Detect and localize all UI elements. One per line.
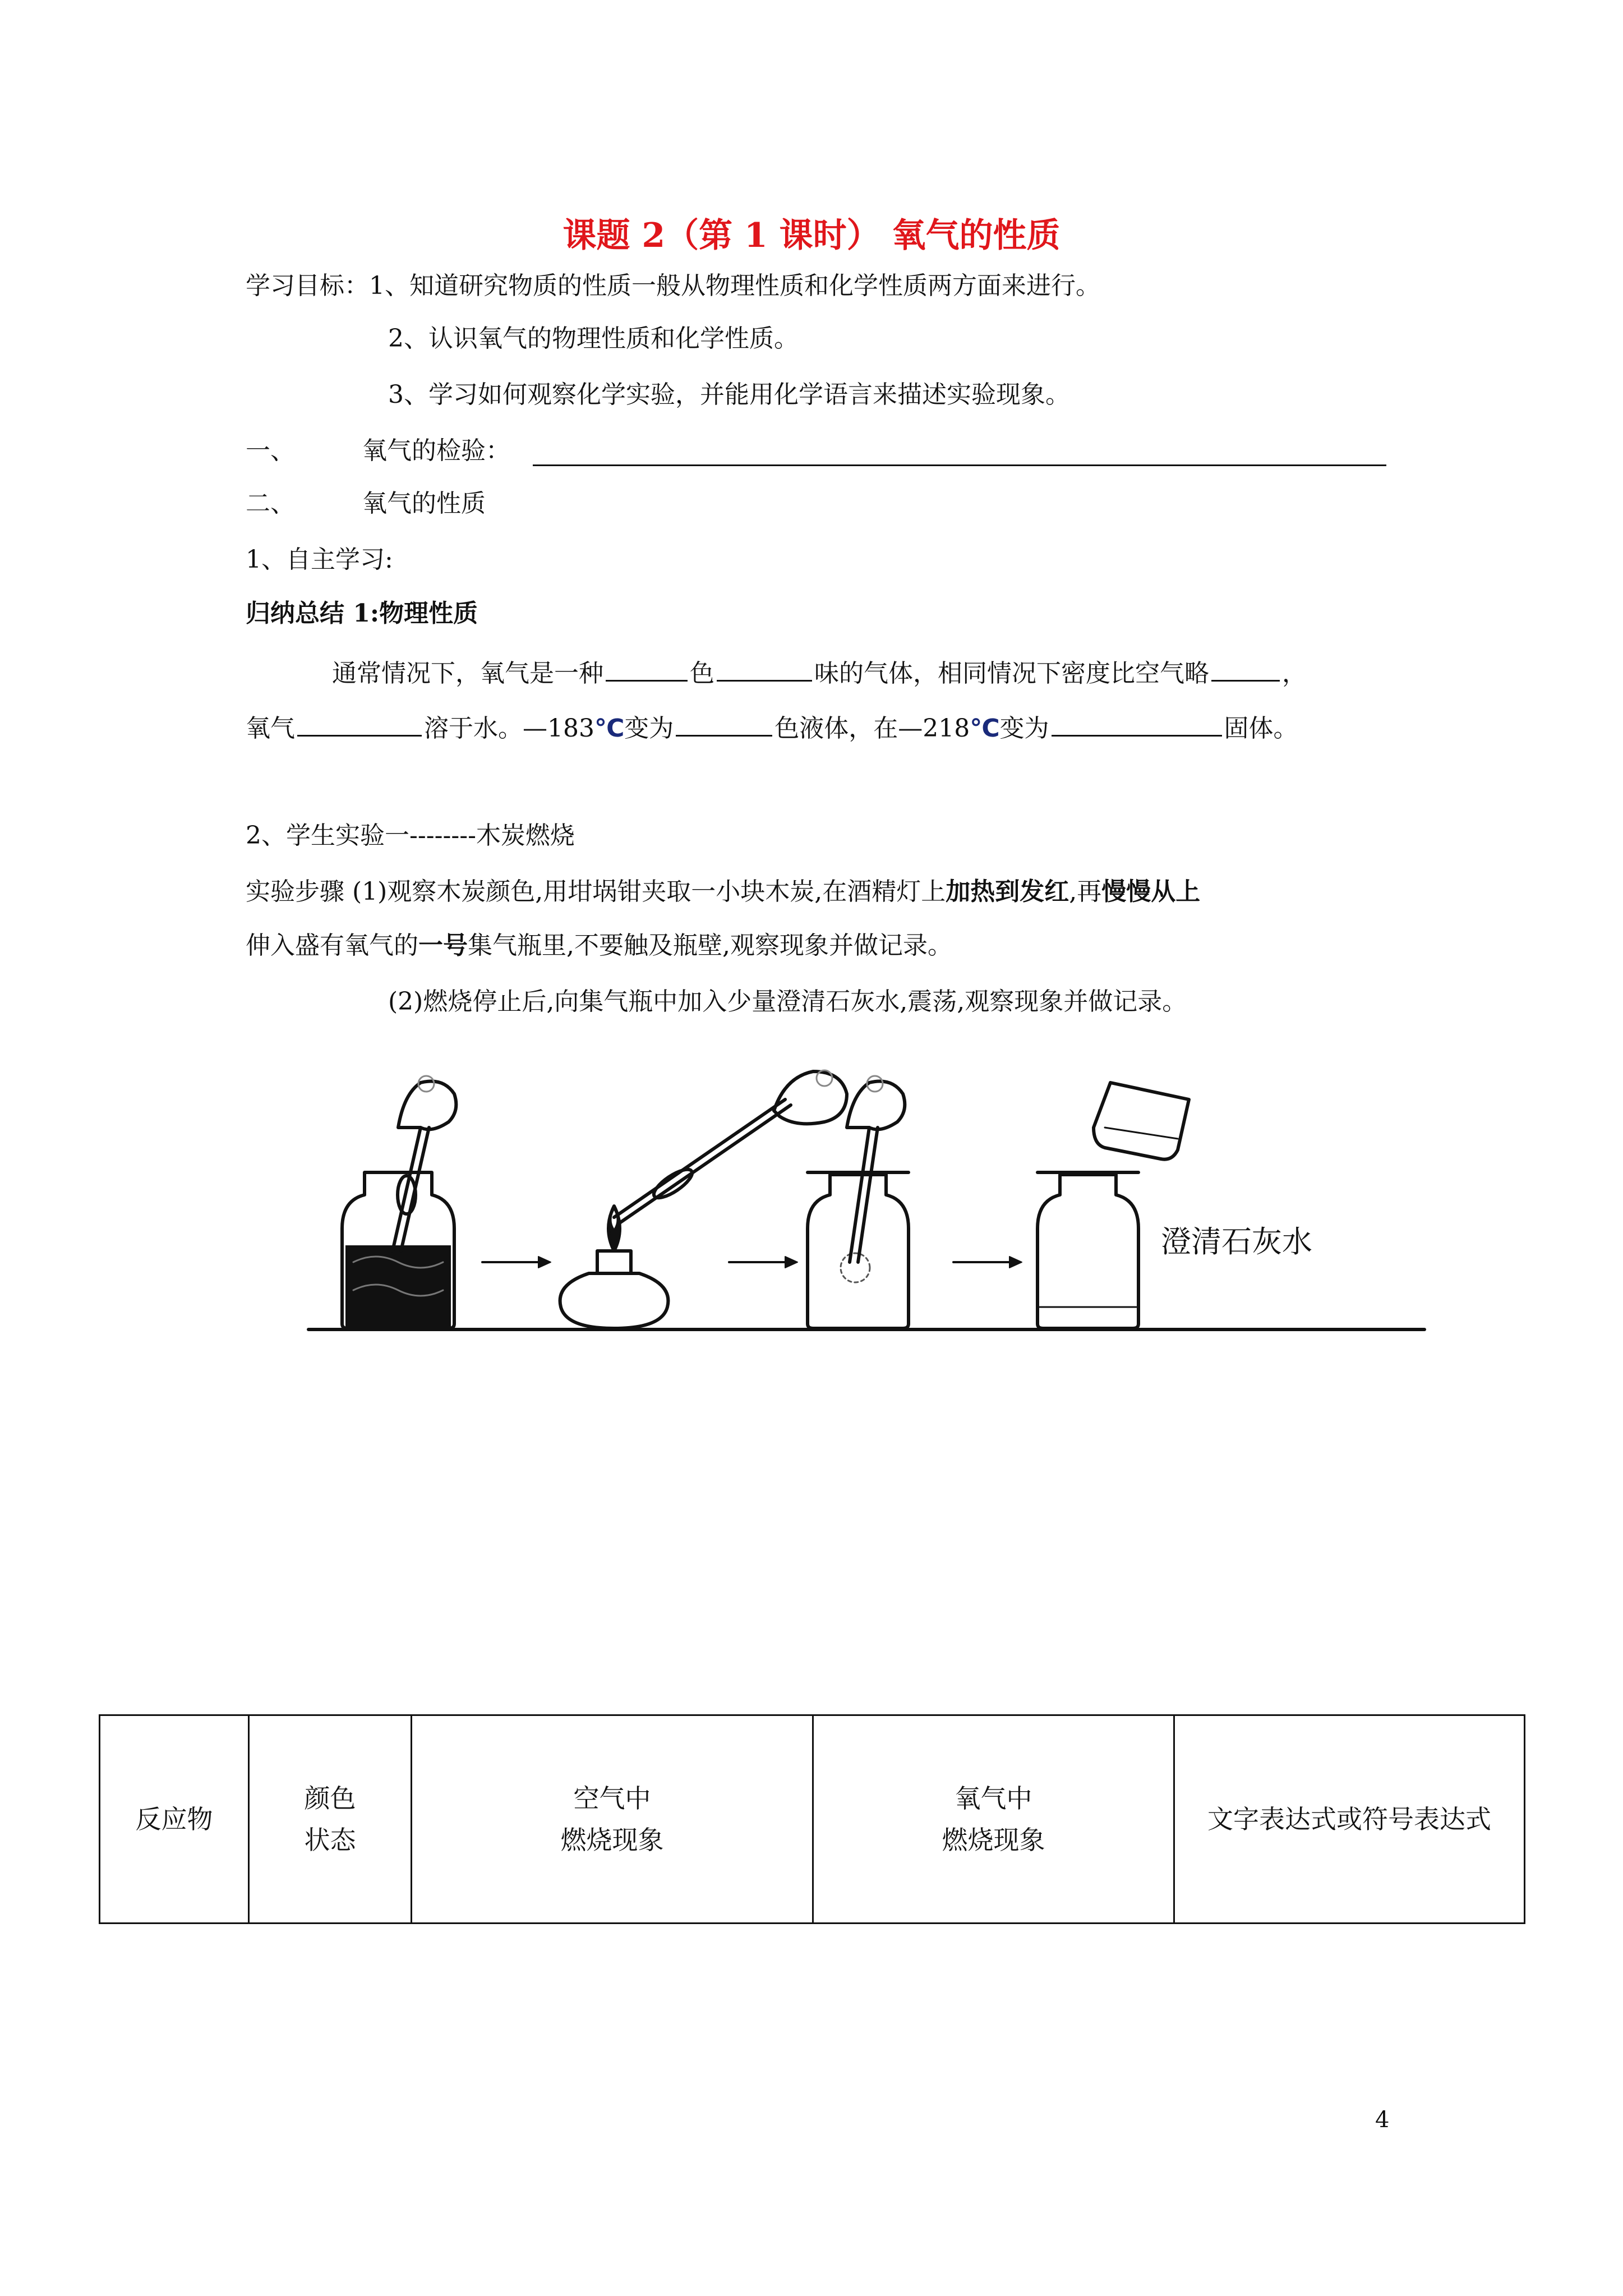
step-text: 集气瓶里,不要触及瓶壁,观察现象并做记录。 — [468, 931, 952, 960]
header-text: 空气中 — [573, 1783, 651, 1814]
degree-symbol: ℃ — [594, 714, 625, 743]
fill-blank[interactable] — [297, 710, 422, 737]
experiment-heading: 2、学生实验一--------木炭燃烧 — [246, 821, 575, 850]
fill-blank[interactable] — [1211, 655, 1280, 682]
objective-item: 3、学习如何观察化学实验，并能用化学语言来描述实验现象。 — [388, 380, 1070, 409]
objectives-line-1 — [246, 270, 1100, 302]
header-text: 颜色 — [304, 1783, 356, 1814]
experiment-figure — [292, 1060, 1492, 1352]
fill-text: 色 — [690, 659, 714, 688]
step-text: 实验步骤 (1)观察木炭颜色,用坩埚钳夹取一小块木炭,在酒精灯上 — [246, 877, 946, 906]
step-emphasis: 一号 — [418, 931, 468, 960]
header-text: 反应物 — [135, 1804, 213, 1834]
page-number: 4 — [1375, 2107, 1390, 2133]
section-2-label: 氧气的性质 — [362, 489, 486, 518]
fill-text: 味的气体，相同情况下密度比空气略 — [814, 659, 1209, 688]
experiment-step-1-cont — [246, 930, 952, 961]
table-header-cell — [412, 1716, 814, 1922]
arrow-right-icon — [482, 1257, 551, 1268]
table-header-cell — [100, 1716, 250, 1922]
fill-blank[interactable] — [676, 710, 772, 737]
fill-text: ， — [1282, 659, 1307, 688]
fill-blank[interactable] — [606, 655, 688, 682]
arrow-right-icon — [953, 1257, 1022, 1268]
section-1-label: 氧气的检验： — [362, 436, 510, 465]
record-table — [99, 1714, 1525, 1924]
tongs-over-flame-icon — [614, 1070, 847, 1223]
header-text: 燃烧现象 — [942, 1825, 1045, 1855]
header-text: 状态 — [304, 1825, 356, 1855]
fill-text: 通常情况下，氧气是一种 — [332, 659, 603, 688]
table-header-cell — [814, 1716, 1175, 1922]
summary-heading: 归纳总结 1:物理性质 — [246, 599, 478, 628]
alcohol-lamp-icon — [560, 1206, 668, 1328]
fill-text: 固体。 — [1224, 714, 1298, 743]
degree-symbol: ℃ — [970, 714, 1000, 743]
table-header-cell — [1175, 1716, 1524, 1922]
experiment-step-1 — [246, 876, 1200, 908]
header-text: 燃烧现象 — [560, 1825, 664, 1855]
objectives-label: 学习目标： — [246, 272, 369, 300]
self-study-heading: 1、自主学习: — [246, 545, 393, 574]
jar-limewater-icon — [1038, 1172, 1138, 1328]
beaker-pouring-icon — [1094, 1083, 1189, 1159]
step-emphasis: 慢慢从上 — [1101, 877, 1201, 906]
fill-blank[interactable] — [717, 655, 812, 682]
experiment-step-2: (2)燃烧停止后,向集气瓶中加入少量澄清石灰水,震荡,观察现象并做记录。 — [388, 987, 1187, 1016]
fill-line-1 — [332, 655, 1307, 689]
step-text: 伸入盛有氧气的 — [246, 931, 418, 960]
figure-label: 澄清石灰水 — [1161, 1224, 1312, 1259]
tongs-hand-icon — [847, 1076, 905, 1262]
answer-blank-line[interactable] — [533, 464, 1386, 466]
fill-text: 色液体，在—218 — [774, 714, 970, 743]
page-title: 课题 2（第 1 课时） 氧气的性质 — [562, 216, 1061, 255]
header-text: 氧气中 — [955, 1783, 1032, 1814]
fill-text: 溶于水。—183 — [424, 714, 594, 743]
table-header-cell — [250, 1716, 412, 1922]
fill-text: 氧气 — [246, 714, 295, 743]
objective-item: 1、知道研究物质的性质一般从物理性质和化学性质两方面来进行。 — [369, 272, 1100, 300]
arrow-right-icon — [729, 1257, 797, 1268]
objective-item: 2、认识氧气的物理性质和化学性质。 — [388, 324, 799, 353]
fill-blank[interactable] — [1052, 710, 1222, 737]
section-2-number: 二、 — [246, 489, 295, 518]
fill-line-2 — [246, 710, 1298, 744]
section-1-number: 一、 — [246, 436, 295, 465]
header-text: 文字表达式或符号表达式 — [1207, 1804, 1491, 1834]
step-emphasis: 加热到发红 — [946, 877, 1069, 906]
fill-text: 变为 — [999, 714, 1049, 743]
tongs-hand-icon — [393, 1076, 456, 1251]
step-text: ,再 — [1069, 877, 1102, 906]
fill-text: 变为 — [624, 714, 674, 743]
